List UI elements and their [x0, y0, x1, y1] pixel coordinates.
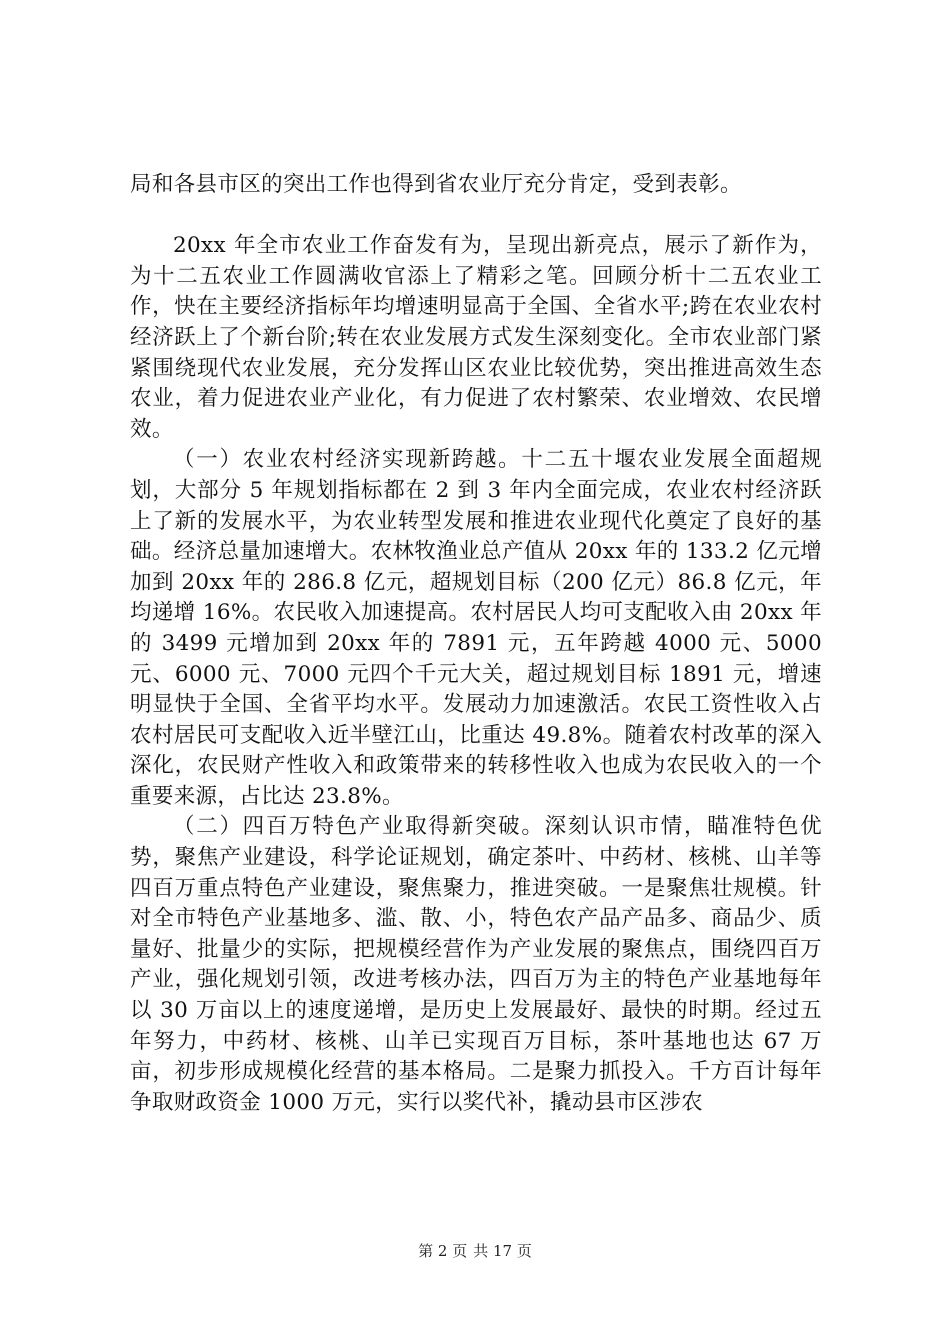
paragraph-continuation: 局和各县市区的突出工作也得到省农业厅充分肯定，受到表彰。 — [130, 172, 742, 197]
page-number: 第 2 页 — [418, 1242, 468, 1260]
page-total: 共 17 页 — [473, 1242, 532, 1260]
document-body — [130, 170, 822, 1118]
paragraph-section-one: （一）农业农村经济实现新跨越。十二五十堰农业发展全面超规划，大部分 5 年规划指标都在 2 到 3 年内全面完成，农业农村经济跃上了新的发展水平，为农业转型发展和推进农业现代化奠定了良好的基础。经济总量加速增大。农林牧渔业总产值从 20xx 年的 133.2 亿元增加到 20xx 年的 286.8 亿元，超规划目标（200 亿元）86.8 亿元，年均递增 16%。农民收入加速提高。农村居民人均可支配收入由 20xx 年的 3499 元增加到 20xx 年的 7891 元，五年跨越 4000 元、5000 元、6000 元、7000 元四个千元大关，超过规划目标 1891 元，增速明显快于全国、全省平均水平。发展动力加速激活。农民工资性收入占农村居民可支配收入近半壁江山，比重达 49.8%。随着农村改革的深入深化，农民财产性收入和政策带来的转移性收入也成为农民收入的一个重要来源，占比达 23.8%。 — [130, 447, 822, 809]
paragraph-overview: 20xx 年全市农业工作奋发有为，呈现出新亮点，展示了新作为，为十二五农业工作圆满收官添上了精彩之笔。回顾分析十二五农业工作，快在主要经济指标年均增速明显高于全国、全省水平;跨在农业农村经济跃上了个新台阶;转在农业发展方式发生深刻变化。全市农业部门紧紧围绕现代农业发展，充分发挥山区农业比较优势，突出推进高效生态农业，着力促进农业产业化，有力促进了农村繁荣、农业增效、农民增效。 — [130, 233, 822, 442]
page-footer — [0, 1241, 950, 1261]
paragraph-section-two: （二）四百万特色产业取得新突破。深刻认识市情，瞄准特色优势，聚焦产业建设，科学论证规划，确定茶叶、中药材、核桃、山羊等四百万重点特色产业建设，聚焦聚力，推进突破。一是聚焦壮规模。针对全市特色产业基地多、滥、散、小，特色农产品产品多、商品少、质量好、批量少的实际，把规模经营作为产业发展的聚焦点，围绕四百万产业，强化规划引领，改进考核办法，四百万为主的特色产业基地每年以 30 万亩以上的速度递增，是历史上发展最好、最快的时期。经过五年努力，中药材、核桃、山羊已实现百万目标，茶叶基地也达 67 万亩，初步形成规模化经营的基本格局。二是聚力抓投入。千方百计每年争取财政资金 1000 万元，实行以奖代补，撬动县市区涉农 — [130, 814, 822, 1115]
